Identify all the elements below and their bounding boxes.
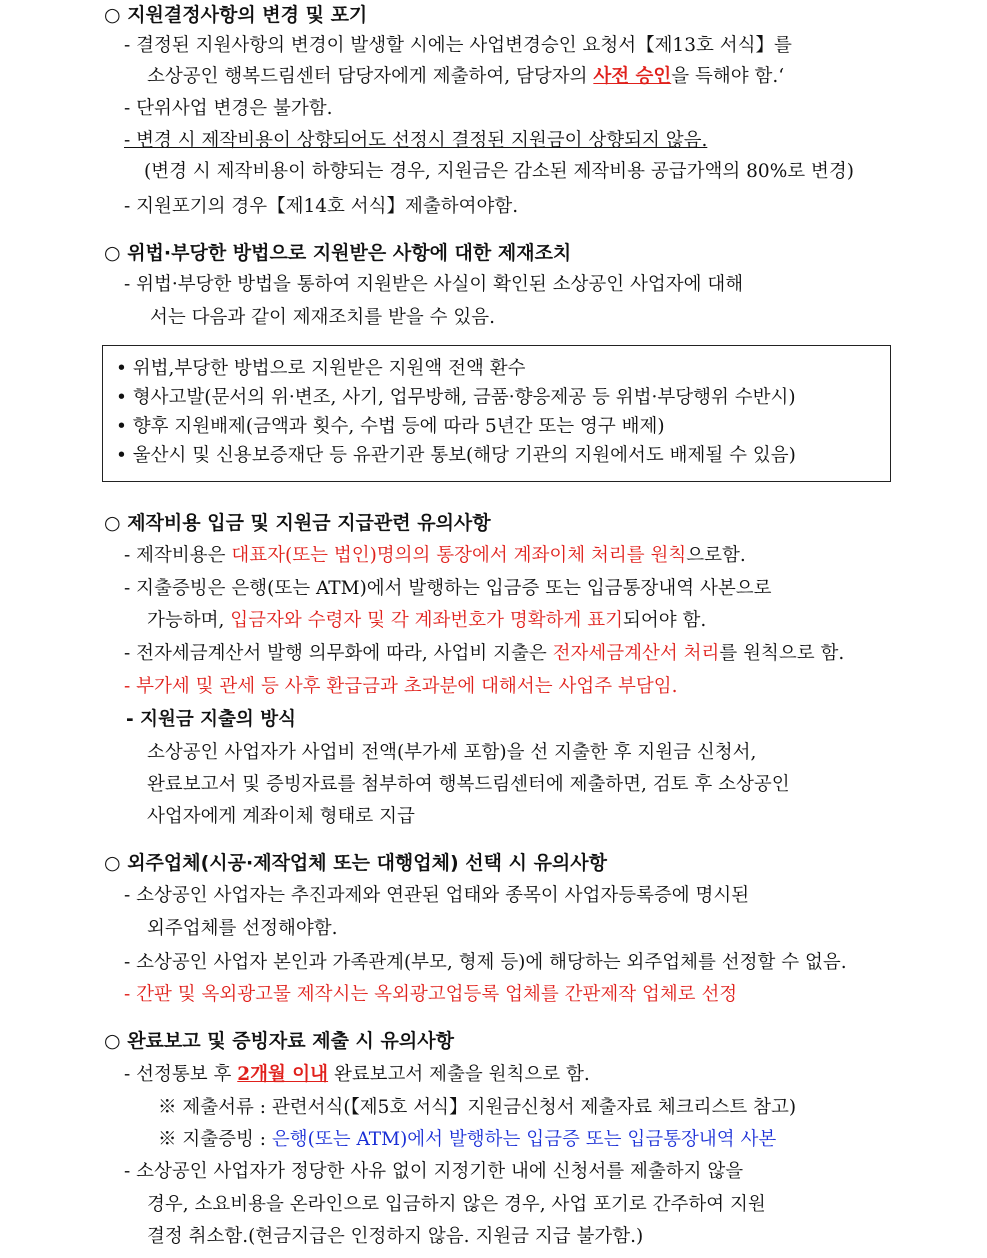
- s5-line-3-emphasis: 은행(또는 ATM)에서 발행하는 입금증 또는 입금통장내역 사본: [271, 1129, 777, 1150]
- s5-line-6: 결정 취소함.(현금지급은 인정하지 않음. 지원금 지급 불가함.): [147, 1226, 644, 1247]
- s5-line-4: - 소상공인 사업자가 정당한 사유 없이 지정기한 내에 신청서를 제출하지 않을: [124, 1161, 744, 1182]
- s5-line-1: [124, 1060, 590, 1090]
- section-3-heading: ○ 제작비용 입금 및 지원금 지급관련 유의사항: [104, 512, 491, 534]
- s4-line-1: - 소상공인 사업자는 추진과제와 연관된 업태와 종목이 사업자등록증에 명시된: [124, 885, 750, 906]
- s3-line-8: 완료보고서 및 증빙자료를 첨부하여 행복드림센터에 제출하면, 검토 후 소상공인: [147, 774, 790, 795]
- s5-line-3-text-a: ※ 지출증빙 :: [158, 1129, 272, 1150]
- s5-line-2: ※ 제출서류 : 관련서식(【제5호 서식】지원금신청서 제출자료 체크리스트 참고): [158, 1097, 797, 1118]
- s3-line-1-text-c: 으로함.: [686, 545, 746, 566]
- s3-line-1-text-a: - 제작비용은: [124, 545, 232, 566]
- s3-line-9: 사업자에게 계좌이체 형태로 지급: [147, 806, 415, 827]
- section-2-heading: ○ 위법·부당한 방법으로 지원받은 사항에 대한 제재조치: [104, 242, 572, 264]
- s3-line-3-emphasis: 입금자와 수령자 및 각 계좌번호가 명확하게 표기: [230, 610, 623, 631]
- s1-line-2: [147, 62, 784, 92]
- prior-approval-emphasis: 사전 승인: [593, 66, 672, 87]
- s5-line-1-text-c: 완료보고서 제출을 원칙으로 함.: [328, 1064, 590, 1085]
- s5-line-3: [158, 1125, 776, 1155]
- s4-line-3: - 소상공인 사업자 본인과 가족관계(부모, 형제 등)에 해당하는 외주업체를 선정할 수 없음.: [124, 952, 847, 973]
- s4-line-4: - 간판 및 옥외광고물 제작시는 옥외광고업등록 업체를 간판제작 업체로 선정: [124, 984, 738, 1005]
- s3-line-3-text-a: 가능하며,: [147, 610, 231, 631]
- s3-line-6: - 지원금 지출의 방식: [126, 709, 296, 730]
- s3-line-4-text-c: 를 원칙으로 함.: [719, 643, 845, 664]
- s5-line-5: 경우, 소요비용을 온라인으로 입금하지 않은 경우, 사업 포기로 간주하여 지원: [147, 1194, 766, 1215]
- s1-line-2-text-a: 소상공인 행복드림센터 담당자에게 제출하여, 담당자의: [147, 66, 594, 87]
- sanction-item-2: • 형사고발(문서의 위·변조, 사기, 업무방해, 금품·향응제공 등 위법·부당행위 수반시): [116, 387, 796, 408]
- sanction-item-4: • 울산시 및 신용보증재단 등 유관기관 통보(해당 기관의 지원에서도 배제될 수 있음): [116, 445, 796, 466]
- s3-line-1-emphasis: 대표자(또는 법인)명의의 통장에서 계좌이체 처리를 원칙: [231, 545, 687, 566]
- s2-line-1: - 위법·부당한 방법을 통하여 지원받은 사실이 확인된 소상공인 사업자에 대해: [124, 274, 744, 295]
- s1-line-3: - 단위사업 변경은 불가함.: [124, 98, 333, 119]
- two-months-emphasis: 2개월 이내: [237, 1064, 329, 1085]
- sanction-item-3: • 향후 지원배제(금액과 횟수, 수법 등에 따라 5년간 또는 영구 배제): [116, 416, 665, 437]
- s1-line-4: - 변경 시 제작비용이 상향되어도 선정시 결정된 지원금이 상향되지 않음.: [124, 130, 708, 151]
- s1-line-1: - 결정된 지원사항의 변경이 발생할 시에는 사업변경승인 요청서【제13호 서식】를: [124, 35, 792, 56]
- s1-line-6: - 지원포기의 경우【제14호 서식】제출하여야함.: [124, 196, 519, 217]
- s3-line-3: [147, 606, 706, 636]
- s5-line-1-text-a: - 선정통보 후: [124, 1064, 238, 1085]
- section-1-heading: ○ 지원결정사항의 변경 및 포기: [104, 4, 368, 26]
- s1-line-2-text-c: 을 득해야 함.‘: [671, 66, 785, 87]
- s2-line-2: 서는 다음과 같이 제재조치를 받을 수 있음.: [150, 307, 495, 328]
- s3-line-7: 소상공인 사업자가 사업비 전액(부가세 포함)을 선 지출한 후 지원금 신청서,: [147, 742, 757, 763]
- s3-line-4-emphasis: 전자세금계산서 처리: [552, 643, 720, 664]
- s3-line-4: [124, 639, 844, 669]
- s3-line-5: - 부가세 및 관세 등 사후 환급금과 초과분에 대해서는 사업주 부담임.: [124, 676, 678, 697]
- s3-line-4-text-a: - 전자세금계산서 발행 의무화에 따라, 사업비 지출은: [124, 643, 553, 664]
- section-5-heading: ○ 완료보고 및 증빙자료 제출 시 유의사항: [104, 1030, 454, 1052]
- s4-line-2: 외주업체를 선정해야함.: [147, 918, 338, 939]
- s3-line-1: [124, 541, 746, 571]
- s1-line-5: (변경 시 제작비용이 하향되는 경우, 지원금은 감소된 제작비용 공급가액의 80%로 변경): [144, 161, 854, 182]
- sanction-item-1: • 위법,부당한 방법으로 지원받은 지원액 전액 환수: [116, 358, 526, 379]
- section-4-heading: ○ 외주업체(시공·제작업체 또는 대행업체) 선택 시 유의사항: [104, 852, 607, 874]
- s3-line-2: - 지출증빙은 은행(또는 ATM)에서 발행하는 입금증 또는 입금통장내역 사본으로: [124, 578, 772, 599]
- s3-line-3-text-c: 되어야 함.: [622, 610, 707, 631]
